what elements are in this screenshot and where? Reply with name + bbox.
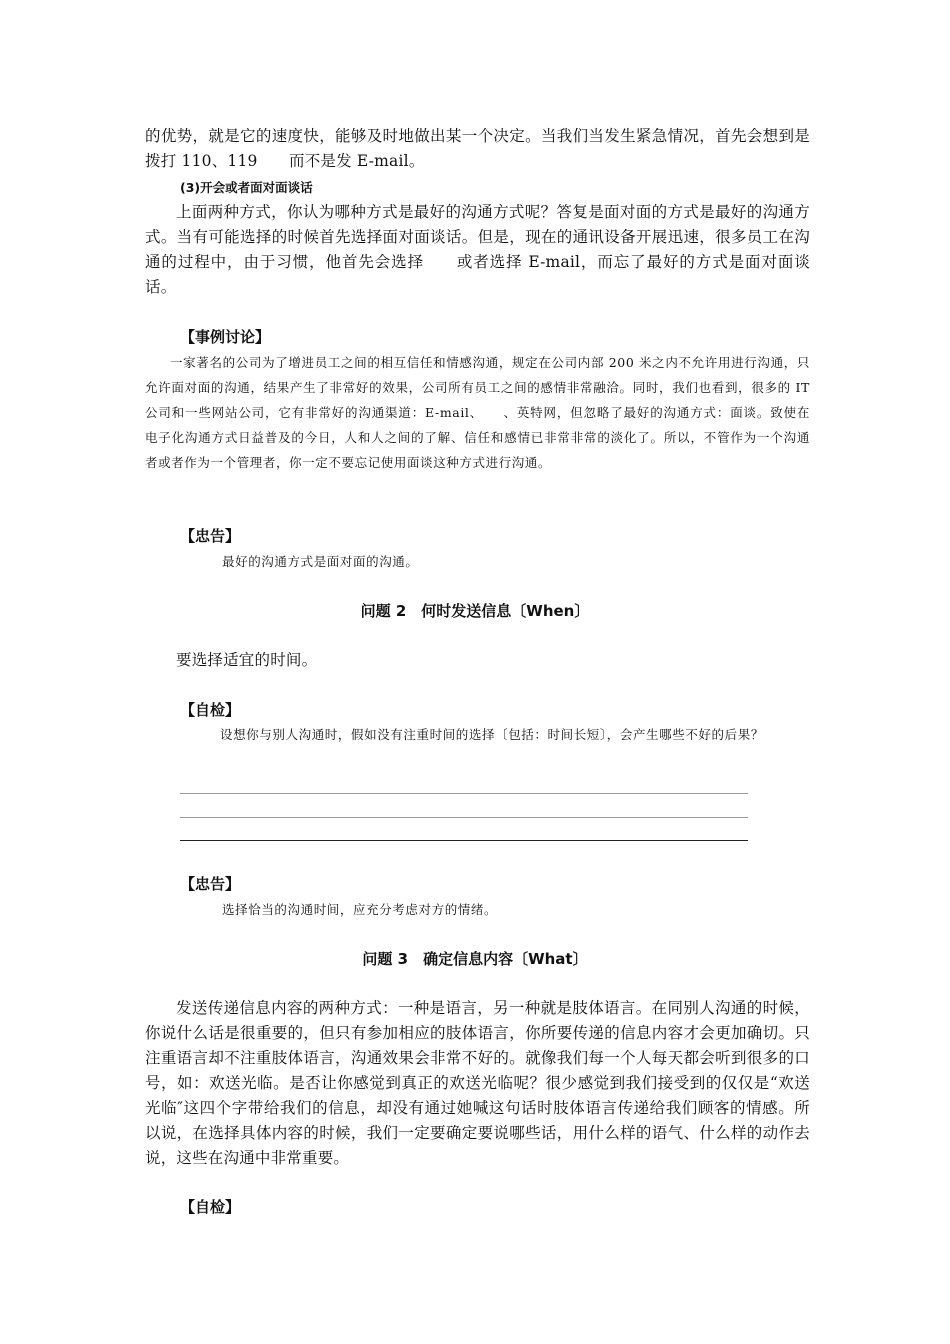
advice-heading: 【忠告】 — [180, 527, 241, 545]
paragraph-best-method: 上面两种方式，你认为哪种方式是最好的沟通方式呢？答复是面对面的方式是最好的沟通方式。当有可能选择的时候首先选择面对面谈话。但是，现在的通讯设备开展迅速，很多员工在沟通的过程中，由于习惯，他首先会选择 或者选择 E-mail，而忘了最好的方式是面对面谈话。 — [145, 203, 810, 296]
answer-line[interactable] — [180, 793, 748, 794]
question-3-body: 发送传递信息内容的两种方式：一种是语言，另一种就是肢体语言。在同别人沟通的时候，你说什么话是很重要的，但只有参加相应的肢体语言，你所要传递的信息内容才会更加确切。只注重语言却不注重肢体语言，沟通效果会非常不好的。就像我们每一个人每天都会听到很多的口号，如：欢送光临。是否让你感觉到真正的欢送光临呢？很少感觉到我们接受到的仅仅是“欢送光临″这四个字带给我们的信息，却没有通过她喊这句话时肢体语言传递给我们顾客的情感。所以说，在选择具体内容的时候，我们一定要确定要说哪些话，用什么样的语气、什么样的动作去说，这些在沟通中非常重要。 — [145, 999, 810, 1167]
answer-line[interactable] — [180, 817, 748, 818]
question-2-intro: 要选择适宜的时间。 — [176, 651, 318, 669]
case-discussion-heading: 【事例讨论】 — [180, 328, 271, 346]
advice-heading: 【忠告】 — [180, 875, 241, 893]
answer-line[interactable] — [180, 840, 748, 841]
selfcheck-heading: 【自检】 — [180, 701, 241, 719]
advice-text: 最好的沟通方式是面对面的沟通。 — [222, 554, 419, 569]
question-3-title: 问题 3 确定信息内容〔What〕 — [362, 950, 588, 968]
advice-text: 选择恰当的沟通时间，应充分考虑对方的情绪。 — [222, 902, 498, 917]
paragraph-phone-speed: 的优势，就是它的速度快，能够及时地做出某一个决定。当我们当发生紧急情况，首先会想到是拨打 110、119 而不是发 E-mail。 — [145, 127, 810, 170]
case-discussion-text: 一家著名的公司为了增进员工之间的相互信任和情感沟通，规定在公司内部 200 米之内不允许用进行沟通，只允许面对面的沟通，结果产生了非常好的效果，公司所有员工之间的感情非常融洽。同时，我们也看到，很多的 IT 公司和一些网站公司，它有非常好的沟通渠道：E-mail、 、英特网，但忽略了最好的沟通方式：面谈。致使在电子化沟通方式日益普及的今日，人和人之间的了解、信任和感情已非常非常的淡化了。所以，不管作为一个沟通者或者作为一个管理者，你一定不要忘记使用面谈这种方式进行沟通。 — [145, 355, 810, 470]
question-2-title: 问题 2 何时发送信息〔When〕 — [360, 602, 590, 620]
subheading-face-to-face: (3)开会或者面对面谈话 — [180, 180, 313, 195]
selfcheck-question: 设想你与别人沟通时，假如没有注重时间的选择〔包括：时间长短〕，会产生哪些不好的后果？ — [220, 727, 764, 742]
selfcheck-heading: 【自检】 — [180, 1198, 241, 1216]
